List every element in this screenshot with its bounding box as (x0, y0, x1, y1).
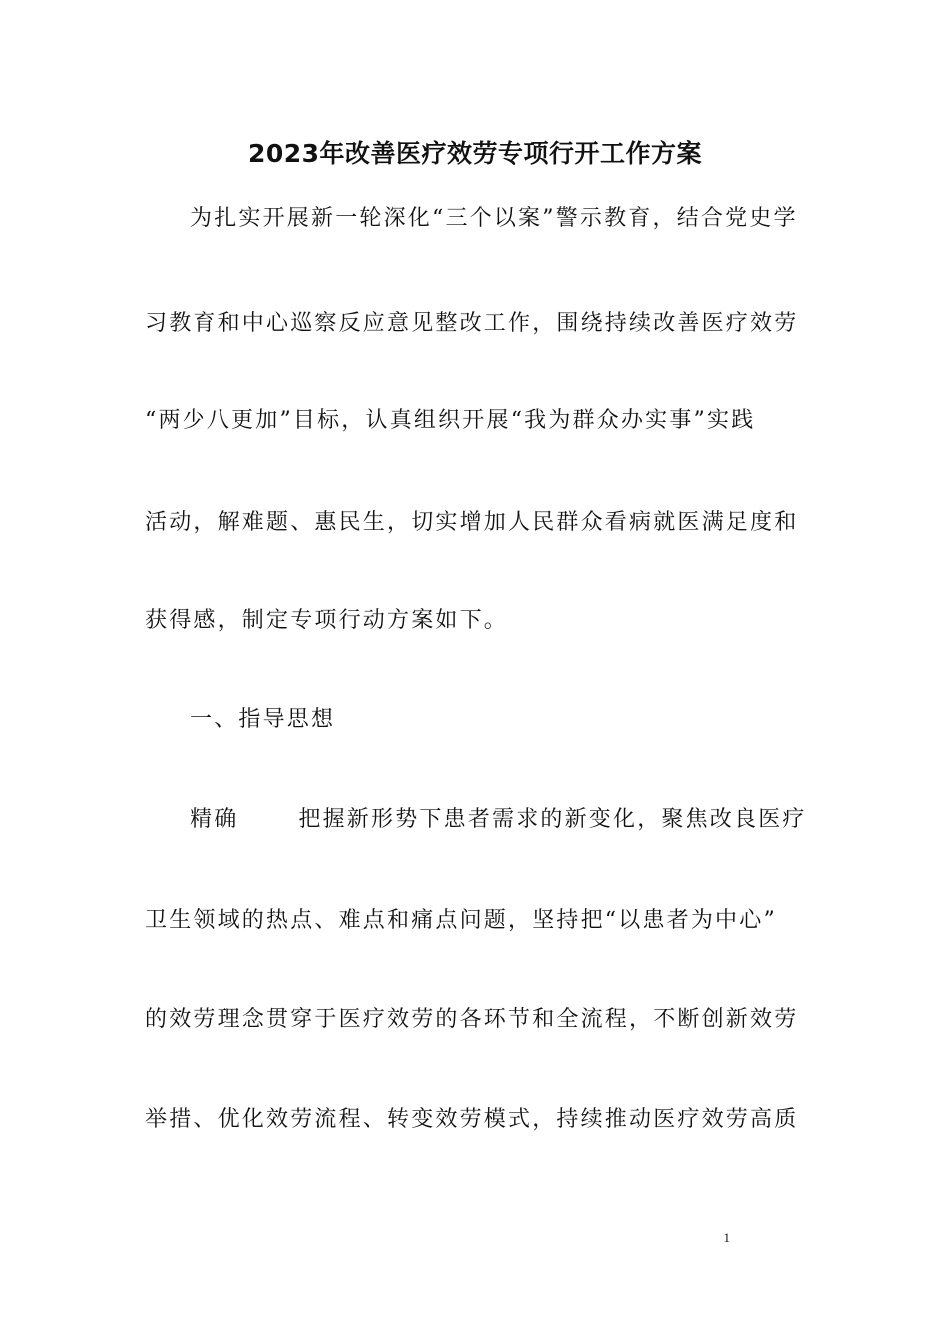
section-heading-guiding-ideology: 一、指导思想 (190, 707, 336, 732)
document-title: 2023年改善医疗效劳专项行开工作方案 (247, 139, 703, 168)
paragraph-2-line-1-rest: 把握新形势下患者需求的新变化，聚焦改良医疗 (298, 807, 807, 832)
paragraph-1-line-1: 为扎实开展新一轮深化“三个以案”警示教育，结合党史学 (190, 206, 798, 231)
paragraph-1-line-3: “两少八更加”目标，认真组织开展“我为群众办实事”实践 (145, 408, 756, 433)
paragraph-1-line-5: 获得感，制定专项行动方案如下。 (145, 608, 509, 633)
paragraph-2-line-3: 的效劳理念贯穿于医疗效劳的各环节和全流程，不断创新效劳 (145, 1007, 799, 1032)
paragraph-2-line-1 (190, 800, 850, 840)
paragraph-1-line-4: 活动，解难题、惠民生，切实增加人民群众看病就医满足度和 (145, 510, 799, 535)
paragraph-1-line-2: 习教育和中心巡察反应意见整改工作，围绕持续改善医疗效劳 (145, 311, 799, 336)
paragraph-2-line-2: 卫生领域的热点、难点和痛点问题，坚持把“以患者为中心” (145, 908, 777, 933)
paragraph-2-lead-word: 精确 (190, 807, 239, 832)
paragraph-2-line-4: 举措、优化效劳流程、转变效劳模式，持续推动医疗效劳高质 (145, 1107, 799, 1132)
page-number: 1 (723, 1230, 730, 1245)
